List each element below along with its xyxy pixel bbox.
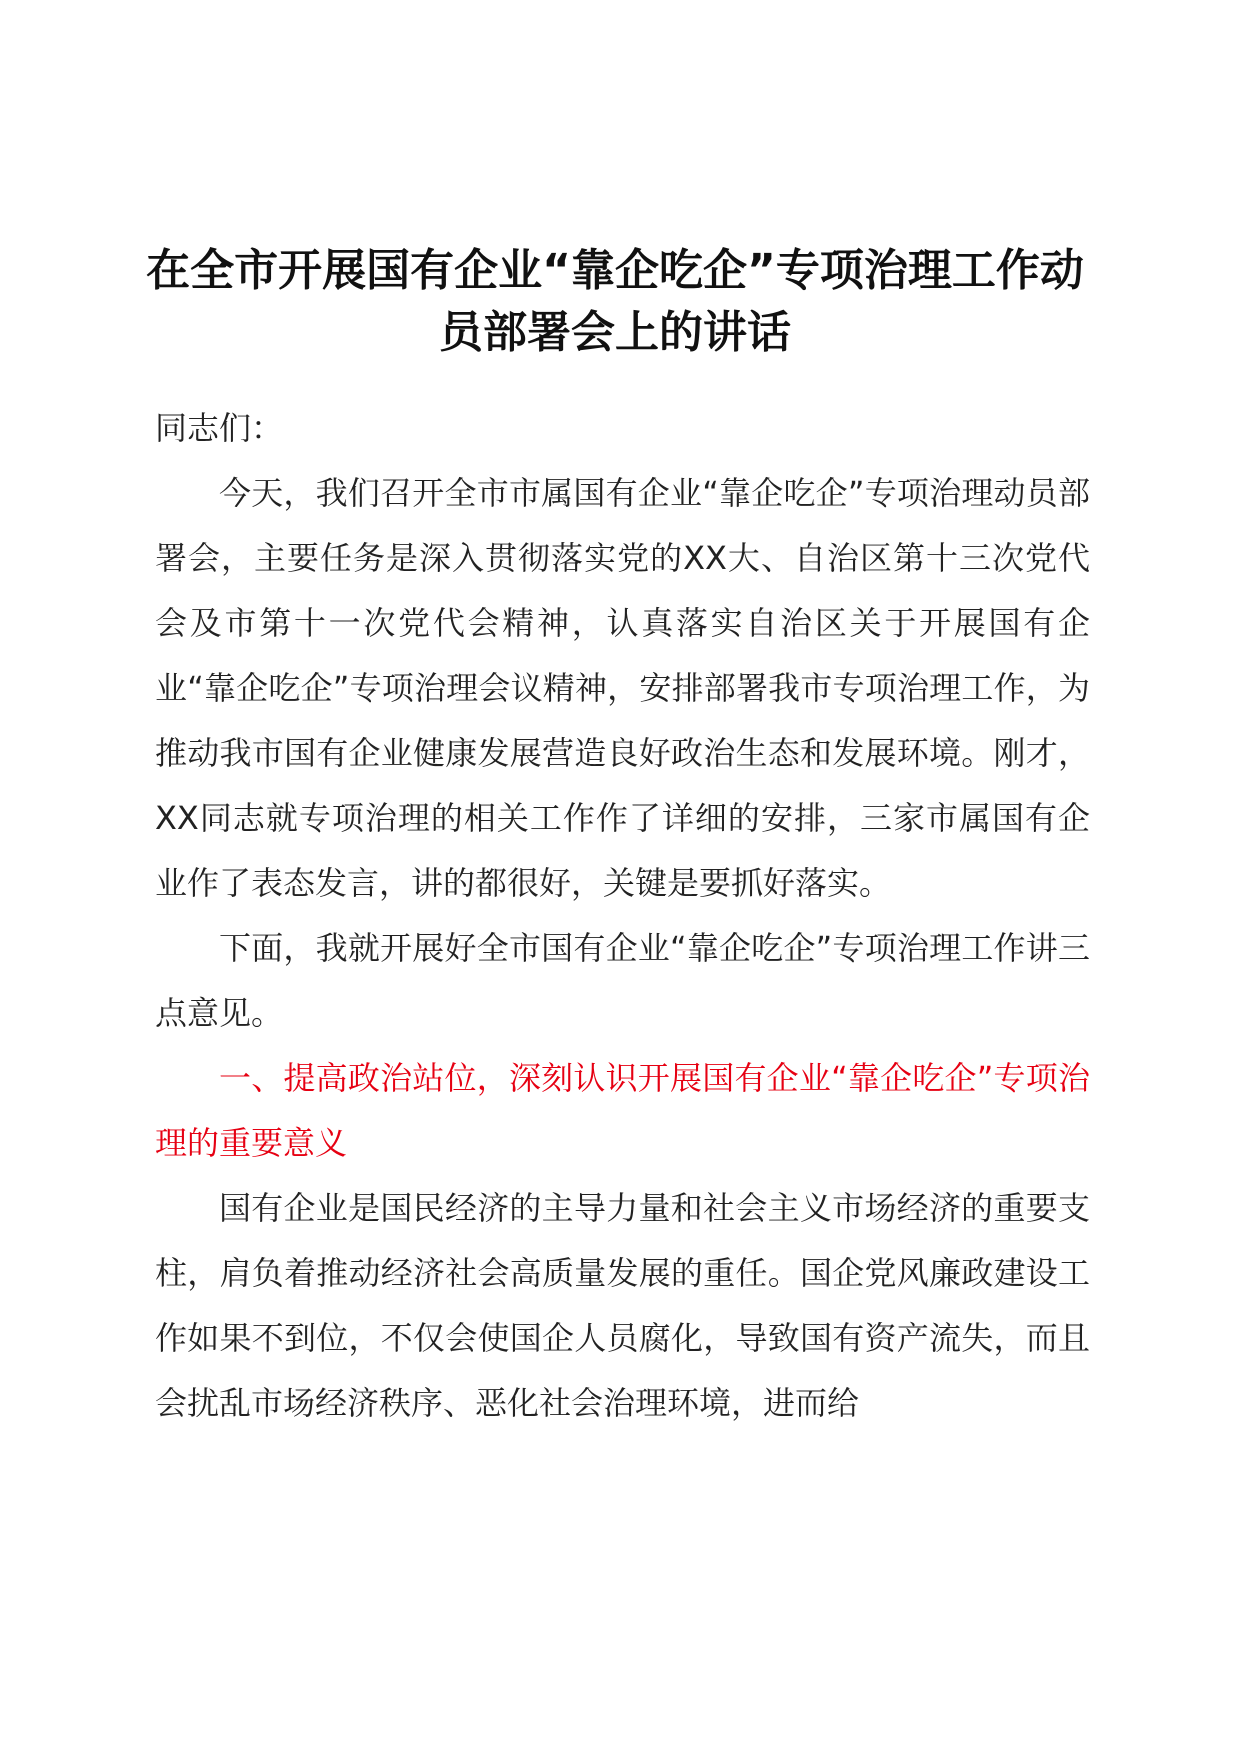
section-1-paragraph-1: 国有企业是国民经济的主导力量和社会主义市场经济的重要支柱，肩负着推动经济社会高质量发展的重任。国企党风廉政建设工作如果不到位，不仅会使国企人员腐化，导致国有资产流失，而且会扰乱市场经济秩序、恶化社会治理环境，进而给 [155, 1189, 1090, 1422]
document-body [155, 396, 1090, 1436]
salutation: 同志们： [155, 409, 284, 447]
paragraph-opening: 今天，我们召开全市市属国有企业“靠企吃企”专项治理动员部署会，主要任务是深入贯彻落实党的XX大、自治区第十三次党代会及市第十一次党代会精神，认真落实自治区关于开展国有企业“靠企吃企”专项治理会议精神，安排部署我市专项治理工作，为推动我市国有企业健康发展营造良好政治生态和发展环境。刚才，XX同志就专项治理的相关工作作了详细的安排，三家市属国有企业作了表态发言，讲的都很好，关键是要抓好落实。 [155, 474, 1090, 902]
page-title: 在全市开展国有企业“靠企吃企”专项治理工作动员部署会上的讲话 [146, 245, 1084, 358]
section-heading-1: 一、提高政治站位，深刻认识开展国有企业“靠企吃企”专项治理的重要意义 [155, 1059, 1090, 1162]
paragraph-outline: 下面，我就开展好全市国有企业“靠企吃企”专项治理工作讲三点意见。 [155, 929, 1090, 1032]
